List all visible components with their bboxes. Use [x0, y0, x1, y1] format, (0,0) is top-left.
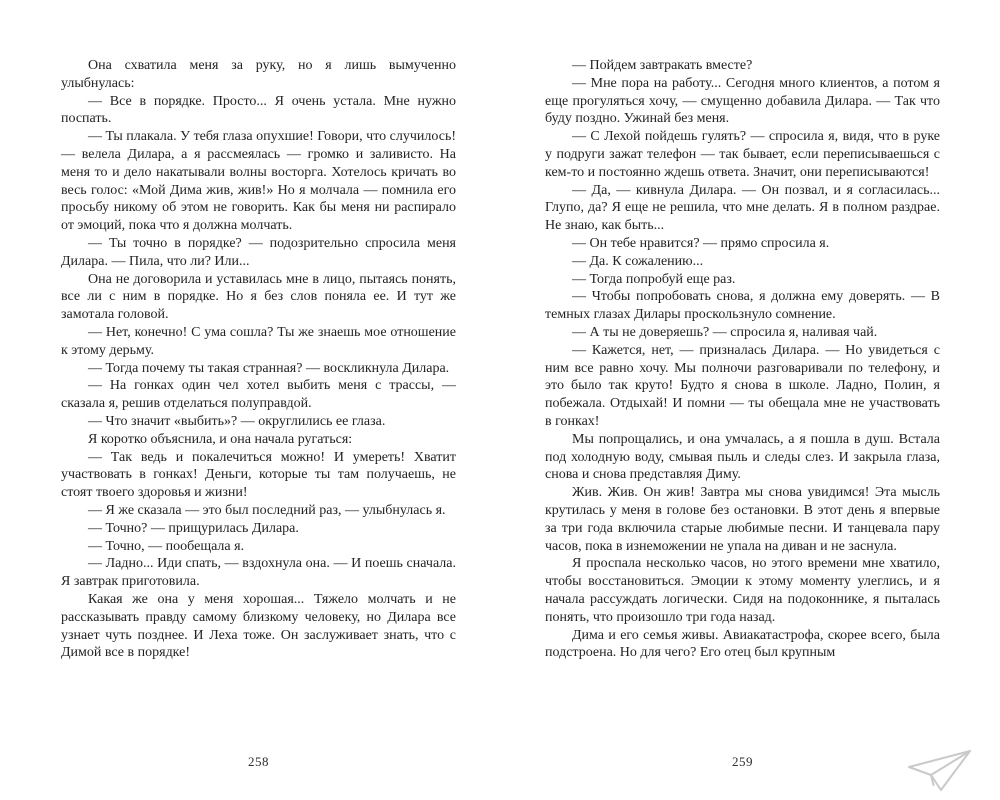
right-page-number: 259	[732, 754, 753, 769]
paragraph: — Все в порядке. Просто... Я очень устала. Мне нужно поспать.	[61, 93, 456, 127]
paragraph: Она не договорила и уставилась мне в лицо, пытаясь понять, все ли с ним в порядке. Но я без слов поняла ее. И тут же замотала головой.	[61, 271, 456, 323]
paragraph: — Нет, конечно! С ума сошла? Ты же знаешь мое отношение к этому дерьму.	[61, 324, 456, 358]
paragraph: — Ты плакала. У тебя глаза опухшие! Говори, что случилось! — велела Дилара, а я рассмеялась — громко и заливисто. На меня то и дело накатывали волны восторга. Хотелось кричать во весь голос: «Мой Дима жив, жив!» Но я молчала — помнила его просьбу никому об этом не говорить. Как бы меня ни распирало от эмоций, пока что я должна молчать.	[61, 129, 456, 234]
paragraph: Дима и его семья живы. Авиакатастрофа, скорее всего, была подстроена. Но для чего? Его отец был крупным	[545, 627, 940, 661]
paragraph: — Кажется, нет, — призналась Дилара. — Но увидеться с ним все равно хочу. Мы полночи разговаривали по телефону, и это было так круто! Будто я снова в школе. Ладно, Полин, я побежала. Отдыхай! И помни — ты обещала мне не участвовать в гонках!	[545, 342, 940, 429]
left-page-number: 258	[248, 754, 269, 769]
paragraph: Мы попрощались, и она умчалась, а я пошла в душ. Встала под холодную воду, смывая пыль и следы слез. И закрыла глаза, снова и снова представляя Диму.	[545, 431, 940, 483]
paragraph: — Точно? — прищурилась Дилара.	[88, 520, 299, 536]
right-page-text	[545, 57, 940, 662]
left-page-text	[61, 57, 456, 662]
paragraph: — Он тебе нравится? — прямо спросила я.	[572, 235, 830, 251]
paragraph: Я проспала несколько часов, но этого времени мне хватило, чтобы восстановиться. Эмоции к этому моменту улеглись, и я начала рассуждать логически. Сидя на подоконнике, я пыталась понять, что произошло три года назад.	[545, 556, 940, 625]
paragraph: Жив. Жив. Он жив! Завтра мы снова увидимся! Эта мысль крутилась у меня в голове без остановки. В этот день я впервые за три года включила старые любимые песни. И танцевала пару часов, пока в изнеможении не упала на диван и не заснула.	[545, 485, 940, 554]
paragraph: — Тогда попробуй еще раз.	[572, 271, 736, 287]
paragraph: Я коротко объяснила, и она начала ругаться:	[88, 431, 353, 447]
paragraph: — Мне пора на работу... Сегодня много клиентов, а потом я еще прогуляться хочу, — смущенно добавила Дилара. — Так что буду поздно. Ужинай без меня.	[545, 75, 940, 127]
paragraph: — Пойдем завтракать вместе?	[572, 58, 753, 73]
right-page	[545, 57, 940, 800]
paragraph: — Так ведь и покалечиться можно! И умереть! Хватит участвовать в гонках! Деньги, которые ты там получаешь, не стоят твоего здоровья и жизни!	[61, 449, 456, 501]
paper-plane-icon[interactable]	[904, 746, 974, 794]
left-page	[61, 57, 456, 800]
paragraph: — На гонках один чел хотел выбить меня с трассы, — сказала я, решив отделаться полуправдой.	[61, 378, 456, 412]
paragraph: — Да. К сожалению...	[572, 253, 704, 269]
paper-plane-svg	[904, 746, 974, 794]
paragraph: — Что значит «выбить»? — округлились ее глаза.	[88, 413, 386, 429]
paragraph: Она схватила меня за руку, но я лишь вымученно улыбнулась:	[61, 58, 456, 91]
paragraph: — Да, — кивнула Дилара. — Он позвал, и я согласилась... Глупо, да? Я еще не решила, что мне делать. Я в полном раздрае. Не знаю, как быть...	[545, 182, 940, 234]
paragraph: — А ты не доверяешь? — спросила я, наливая чай.	[572, 324, 878, 340]
paragraph: Какая же она у меня хорошая... Тяжело молчать и не рассказывать правду самому близкому человеку, но Дилара все узнает чуть позднее. И Леха тоже. Он заслуживает знать, что с Димой все в порядке!	[61, 591, 456, 661]
paragraph: — С Лехой пойдешь гулять? — спросила я, видя, что в руке у подруги зажат телефон — так бывает, если переписываешься с кем-то и постоянно ждешь ответа. Значит, они переписываются!	[545, 129, 940, 180]
paragraph: — Ладно... Иди спать, — вздохнула она. — И поешь сначала. Я завтрак приготовила.	[61, 556, 456, 590]
paragraph: — Ты точно в порядке? — подозрительно спросила меня Дилара. — Пила, что ли? Или...	[61, 235, 456, 269]
paragraph: — Точно, — пообещала я.	[88, 538, 245, 554]
paragraph: — Чтобы попробовать снова, я должна ему доверять. — В темных глазах Дилары проскользнуло сомнение.	[545, 289, 940, 323]
paragraph: — Я же сказала — это был последний раз, — улыбнулась я.	[88, 502, 446, 518]
paragraph: — Тогда почему ты такая странная? — воскликнула Дилара.	[88, 360, 450, 376]
